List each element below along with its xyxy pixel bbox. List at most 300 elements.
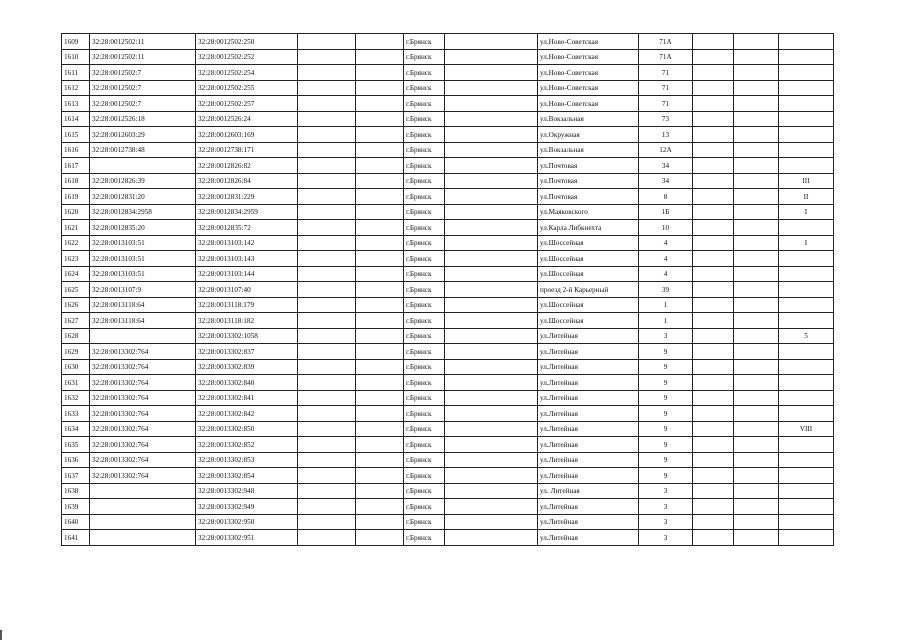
cell-house-number: 3	[639, 499, 693, 515]
cell-street: ул.Ново-Советская	[538, 96, 639, 112]
cell-empty	[693, 328, 734, 344]
cell-city: г.Брянск	[404, 96, 445, 112]
cell-empty	[445, 499, 538, 515]
cell-empty	[356, 514, 404, 530]
cell-empty	[693, 437, 734, 453]
cell-empty	[356, 80, 404, 96]
cell-city: г.Брянск	[404, 421, 445, 437]
cell-building-cadastral-number: 32:28:0012502:250	[196, 34, 298, 50]
cell-street: ул.Окружная	[538, 127, 639, 143]
cell-house-number: 9	[639, 344, 693, 360]
registry-table	[61, 33, 834, 546]
cell-house-number: 71	[639, 65, 693, 81]
cell-parcel-cadastral-number: 32:28:0012826:39	[90, 173, 196, 189]
cell-record-number: 1631	[62, 375, 90, 391]
cell-empty	[445, 468, 538, 484]
cell-empty	[445, 111, 538, 127]
cell-building-cadastral-number: 32:28:0012502:254	[196, 65, 298, 81]
cell-empty	[445, 220, 538, 236]
cell-city: г.Брянск	[404, 142, 445, 158]
cell-parcel-cadastral-number: 32:28:0012502:11	[90, 34, 196, 50]
cell-empty	[356, 158, 404, 174]
cell-unit-number	[779, 80, 834, 96]
cell-building-cadastral-number: 32:28:0012502:252	[196, 49, 298, 65]
cell-unit-number: VIII	[779, 421, 834, 437]
cell-house-number: 34	[639, 158, 693, 174]
cell-street: ул.Ново-Советская	[538, 65, 639, 81]
cell-empty	[356, 173, 404, 189]
cell-empty	[356, 282, 404, 298]
cell-street: ул.Ново-Советская	[538, 49, 639, 65]
cell-unit-number	[779, 483, 834, 499]
cell-empty	[356, 437, 404, 453]
cell-empty	[693, 111, 734, 127]
cell-city: г.Брянск	[404, 204, 445, 220]
cell-record-number: 1616	[62, 142, 90, 158]
cell-parcel-cadastral-number: 32:28:0013302:764	[90, 375, 196, 391]
table-row	[62, 499, 834, 515]
cell-city: г.Брянск	[404, 158, 445, 174]
cell-empty	[298, 111, 356, 127]
cell-empty	[445, 282, 538, 298]
cell-empty	[693, 313, 734, 329]
cell-parcel-cadastral-number: 32:28:0012834:2958	[90, 204, 196, 220]
cell-record-number: 1612	[62, 80, 90, 96]
cell-empty	[445, 452, 538, 468]
cell-parcel-cadastral-number: 32:28:0012603:29	[90, 127, 196, 143]
cell-empty	[445, 344, 538, 360]
cell-unit-number	[779, 34, 834, 50]
cell-city: г.Брянск	[404, 266, 445, 282]
cell-record-number: 1621	[62, 220, 90, 236]
cell-record-number: 1639	[62, 499, 90, 515]
cell-building-cadastral-number: 32:28:0012738:171	[196, 142, 298, 158]
cell-street: ул. Литейная	[538, 483, 639, 499]
cell-empty	[693, 359, 734, 375]
cell-parcel-cadastral-number: 32:28:0012502:7	[90, 96, 196, 112]
cell-empty	[445, 313, 538, 329]
cell-empty	[734, 499, 779, 515]
cell-building-cadastral-number: 32:28:0013302:854	[196, 468, 298, 484]
cell-empty	[734, 344, 779, 360]
cell-street: ул.Литейная	[538, 530, 639, 546]
cell-unit-number	[779, 468, 834, 484]
cell-street: ул.Литейная	[538, 406, 639, 422]
cell-building-cadastral-number: 32:28:0013302:840	[196, 375, 298, 391]
cell-record-number: 1620	[62, 204, 90, 220]
cell-empty	[298, 204, 356, 220]
cell-city: г.Брянск	[404, 49, 445, 65]
cell-house-number: 9	[639, 375, 693, 391]
cell-house-number: 8	[639, 189, 693, 205]
cell-empty	[298, 390, 356, 406]
cell-unit-number	[779, 390, 834, 406]
cell-record-number: 1611	[62, 65, 90, 81]
cell-empty	[356, 235, 404, 251]
cell-unit-number: II	[779, 189, 834, 205]
cell-house-number: 13	[639, 127, 693, 143]
cell-empty	[298, 142, 356, 158]
cell-building-cadastral-number: 32:28:0013302:1058	[196, 328, 298, 344]
table-row	[62, 390, 834, 406]
cell-building-cadastral-number: 32:28:0012502:257	[196, 96, 298, 112]
table-row	[62, 406, 834, 422]
cell-empty	[356, 96, 404, 112]
cell-city: г.Брянск	[404, 406, 445, 422]
cell-empty	[734, 421, 779, 437]
cell-building-cadastral-number: 32:28:0012502:255	[196, 80, 298, 96]
cell-city: г.Брянск	[404, 111, 445, 127]
cell-street: ул.Шоссейная	[538, 235, 639, 251]
cell-record-number: 1624	[62, 266, 90, 282]
cell-house-number: 9	[639, 390, 693, 406]
cell-house-number: 71	[639, 80, 693, 96]
cell-street: ул.Карла Либкнехта	[538, 220, 639, 236]
cell-street: ул.Ново-Советская	[538, 34, 639, 50]
cell-unit-number: 5	[779, 328, 834, 344]
cell-city: г.Брянск	[404, 483, 445, 499]
cell-parcel-cadastral-number: 32:28:0013107:9	[90, 282, 196, 298]
cell-empty	[445, 514, 538, 530]
cell-house-number: 9	[639, 468, 693, 484]
cell-house-number: 10	[639, 220, 693, 236]
cell-unit-number	[779, 96, 834, 112]
cell-unit-number	[779, 158, 834, 174]
cell-record-number: 1637	[62, 468, 90, 484]
cell-record-number: 1614	[62, 111, 90, 127]
cell-house-number: 9	[639, 359, 693, 375]
cell-empty	[356, 390, 404, 406]
cell-house-number: 39	[639, 282, 693, 298]
cell-building-cadastral-number: 32:28:0012826:84	[196, 173, 298, 189]
cell-empty	[445, 266, 538, 282]
cell-record-number: 1633	[62, 406, 90, 422]
cell-empty	[298, 452, 356, 468]
cell-empty	[298, 483, 356, 499]
cell-empty	[734, 313, 779, 329]
cell-empty	[693, 34, 734, 50]
cell-empty	[734, 359, 779, 375]
cell-empty	[693, 514, 734, 530]
cell-empty	[298, 65, 356, 81]
cell-city: г.Брянск	[404, 359, 445, 375]
cell-empty	[734, 468, 779, 484]
table-row	[62, 235, 834, 251]
cell-empty	[693, 483, 734, 499]
cell-empty	[734, 34, 779, 50]
cell-empty	[356, 111, 404, 127]
cell-record-number: 1622	[62, 235, 90, 251]
cell-empty	[693, 142, 734, 158]
cell-unit-number	[779, 282, 834, 298]
table-row	[62, 111, 834, 127]
cell-record-number: 1610	[62, 49, 90, 65]
cell-street: проезд 2-й Карьерный	[538, 282, 639, 298]
cell-empty	[356, 344, 404, 360]
cell-parcel-cadastral-number: 32:28:0013302:764	[90, 468, 196, 484]
cell-parcel-cadastral-number: 32:28:0013118:64	[90, 313, 196, 329]
cell-empty	[298, 406, 356, 422]
cell-empty	[356, 406, 404, 422]
cell-empty	[693, 468, 734, 484]
cell-building-cadastral-number: 32:28:0013302:949	[196, 499, 298, 515]
cell-unit-number	[779, 251, 834, 267]
table-row	[62, 266, 834, 282]
cell-empty	[356, 251, 404, 267]
cell-empty	[734, 406, 779, 422]
table-row	[62, 530, 834, 546]
cell-record-number: 1615	[62, 127, 90, 143]
table-row	[62, 65, 834, 81]
cell-city: г.Брянск	[404, 173, 445, 189]
cell-parcel-cadastral-number	[90, 483, 196, 499]
cell-building-cadastral-number: 32:28:0012826:82	[196, 158, 298, 174]
cell-parcel-cadastral-number: 32:28:0013103:51	[90, 235, 196, 251]
table-row	[62, 204, 834, 220]
cell-empty	[734, 111, 779, 127]
cell-building-cadastral-number: 32:28:0013118:182	[196, 313, 298, 329]
cell-empty	[693, 406, 734, 422]
cell-house-number: 34	[639, 173, 693, 189]
cell-empty	[693, 173, 734, 189]
cell-city: г.Брянск	[404, 328, 445, 344]
cell-empty	[298, 375, 356, 391]
cell-record-number: 1618	[62, 173, 90, 189]
cell-house-number: 71А	[639, 49, 693, 65]
cell-building-cadastral-number: 32:28:0013302:852	[196, 437, 298, 453]
cell-empty	[445, 251, 538, 267]
cell-house-number: 1	[639, 297, 693, 313]
cell-empty	[356, 499, 404, 515]
cell-empty	[445, 437, 538, 453]
cell-empty	[356, 530, 404, 546]
cell-empty	[356, 328, 404, 344]
table-row	[62, 468, 834, 484]
cell-parcel-cadastral-number: 32:28:0013302:764	[90, 390, 196, 406]
cell-record-number: 1627	[62, 313, 90, 329]
cell-street: ул.Литейная	[538, 390, 639, 406]
cell-empty	[445, 127, 538, 143]
cell-empty	[356, 266, 404, 282]
cell-empty	[734, 127, 779, 143]
cell-empty	[693, 297, 734, 313]
cell-empty	[734, 158, 779, 174]
cell-parcel-cadastral-number	[90, 328, 196, 344]
cell-empty	[734, 266, 779, 282]
cell-street: ул.Литейная	[538, 421, 639, 437]
table-row	[62, 483, 834, 499]
cell-empty	[734, 235, 779, 251]
cell-parcel-cadastral-number: 32:28:0013302:764	[90, 421, 196, 437]
cell-city: г.Брянск	[404, 80, 445, 96]
cell-empty	[693, 49, 734, 65]
cell-unit-number	[779, 406, 834, 422]
cell-record-number: 1625	[62, 282, 90, 298]
table-row	[62, 452, 834, 468]
cell-empty	[298, 359, 356, 375]
cell-street: ул.Ново-Советская	[538, 80, 639, 96]
cell-empty	[356, 468, 404, 484]
cell-building-cadastral-number: 32:28:0013302:842	[196, 406, 298, 422]
cell-empty	[298, 266, 356, 282]
cell-unit-number	[779, 111, 834, 127]
table-row	[62, 34, 834, 50]
cell-empty	[298, 34, 356, 50]
cell-empty	[693, 127, 734, 143]
cell-empty	[356, 220, 404, 236]
scan-edge-mark	[0, 630, 2, 640]
cell-empty	[734, 437, 779, 453]
cell-record-number: 1613	[62, 96, 90, 112]
cell-street: ул.Почтовая	[538, 189, 639, 205]
cell-empty	[693, 235, 734, 251]
cell-building-cadastral-number: 32:28:0012835:72	[196, 220, 298, 236]
cell-building-cadastral-number: 32:28:0013118:179	[196, 297, 298, 313]
cell-parcel-cadastral-number: 32:28:0012835:20	[90, 220, 196, 236]
cell-empty	[445, 375, 538, 391]
cell-city: г.Брянск	[404, 375, 445, 391]
cell-building-cadastral-number: 32:28:0013302:951	[196, 530, 298, 546]
cell-house-number: 3	[639, 530, 693, 546]
cell-empty	[693, 189, 734, 205]
cell-parcel-cadastral-number: 32:28:0013302:764	[90, 437, 196, 453]
cell-empty	[693, 344, 734, 360]
cell-unit-number	[779, 437, 834, 453]
cell-empty	[298, 468, 356, 484]
cell-empty	[445, 421, 538, 437]
cell-empty	[356, 452, 404, 468]
table-row	[62, 514, 834, 530]
cell-empty	[734, 282, 779, 298]
table-row	[62, 282, 834, 298]
cell-unit-number	[779, 514, 834, 530]
cell-parcel-cadastral-number: 32:28:0013302:764	[90, 406, 196, 422]
cell-house-number: 1	[639, 313, 693, 329]
cell-record-number: 1630	[62, 359, 90, 375]
cell-building-cadastral-number: 32:28:0013302:948	[196, 483, 298, 499]
cell-empty	[298, 251, 356, 267]
table-row	[62, 313, 834, 329]
cell-house-number: 71А	[639, 34, 693, 50]
cell-street: ул.Литейная	[538, 344, 639, 360]
cell-city: г.Брянск	[404, 127, 445, 143]
cell-empty	[693, 158, 734, 174]
cell-unit-number	[779, 344, 834, 360]
cell-street: ул.Литейная	[538, 468, 639, 484]
cell-empty	[356, 49, 404, 65]
cell-empty	[445, 189, 538, 205]
cell-record-number: 1636	[62, 452, 90, 468]
cell-empty	[356, 421, 404, 437]
cell-empty	[445, 49, 538, 65]
table-row	[62, 251, 834, 267]
cell-unit-number: I	[779, 235, 834, 251]
cell-parcel-cadastral-number: 32:28:0013103:51	[90, 266, 196, 282]
cell-empty	[298, 499, 356, 515]
cell-house-number: 73	[639, 111, 693, 127]
cell-unit-number	[779, 499, 834, 515]
cell-record-number: 1641	[62, 530, 90, 546]
cell-empty	[356, 483, 404, 499]
cell-unit-number: I	[779, 204, 834, 220]
cell-parcel-cadastral-number	[90, 514, 196, 530]
cell-empty	[734, 251, 779, 267]
cell-empty	[298, 421, 356, 437]
cell-house-number: 4	[639, 235, 693, 251]
cell-empty	[298, 344, 356, 360]
cell-empty	[298, 313, 356, 329]
cell-building-cadastral-number: 32:28:0013302:853	[196, 452, 298, 468]
cell-house-number: 9	[639, 421, 693, 437]
cell-street: ул.Шоссейная	[538, 251, 639, 267]
cell-parcel-cadastral-number	[90, 499, 196, 515]
cell-city: г.Брянск	[404, 313, 445, 329]
cell-empty	[693, 421, 734, 437]
cell-empty	[298, 297, 356, 313]
cell-empty	[356, 127, 404, 143]
table-row	[62, 297, 834, 313]
cell-building-cadastral-number: 32:28:0013302:839	[196, 359, 298, 375]
cell-unit-number: III	[779, 173, 834, 189]
cell-empty	[693, 65, 734, 81]
table-row	[62, 142, 834, 158]
cell-empty	[298, 158, 356, 174]
cell-record-number: 1638	[62, 483, 90, 499]
cell-city: г.Брянск	[404, 468, 445, 484]
cell-record-number: 1609	[62, 34, 90, 50]
cell-house-number: 12А	[639, 142, 693, 158]
cell-empty	[693, 452, 734, 468]
cell-parcel-cadastral-number: 32:28:0013302:764	[90, 344, 196, 360]
cell-street: ул.Литейная	[538, 499, 639, 515]
table-row	[62, 173, 834, 189]
cell-empty	[445, 328, 538, 344]
cell-street: ул.Литейная	[538, 514, 639, 530]
cell-record-number: 1632	[62, 390, 90, 406]
cell-unit-number	[779, 313, 834, 329]
cell-house-number: 9	[639, 437, 693, 453]
cell-empty	[734, 328, 779, 344]
cell-building-cadastral-number: 32:28:0013103:143	[196, 251, 298, 267]
cell-empty	[298, 127, 356, 143]
cell-parcel-cadastral-number: 32:28:0012831:20	[90, 189, 196, 205]
cell-house-number: 71	[639, 96, 693, 112]
cell-building-cadastral-number: 32:28:0012526:24	[196, 111, 298, 127]
cell-empty	[356, 65, 404, 81]
table-row	[62, 127, 834, 143]
cell-street: ул.Шоссейная	[538, 266, 639, 282]
cell-parcel-cadastral-number: 32:28:0012502:7	[90, 80, 196, 96]
cell-empty	[356, 313, 404, 329]
cell-street: ул.Литейная	[538, 328, 639, 344]
table-row	[62, 421, 834, 437]
cell-parcel-cadastral-number: 32:28:0012738:48	[90, 142, 196, 158]
cell-building-cadastral-number: 32:28:0012834:2959	[196, 204, 298, 220]
cell-unit-number	[779, 452, 834, 468]
cell-empty	[298, 235, 356, 251]
table-body	[62, 34, 834, 546]
cell-street: ул.Литейная	[538, 437, 639, 453]
cell-building-cadastral-number: 32:28:0013302:950	[196, 514, 298, 530]
cell-empty	[734, 189, 779, 205]
cell-house-number: 4	[639, 251, 693, 267]
cell-city: г.Брянск	[404, 251, 445, 267]
cell-empty	[298, 220, 356, 236]
cell-house-number: 4	[639, 266, 693, 282]
cell-empty	[445, 406, 538, 422]
cell-parcel-cadastral-number	[90, 530, 196, 546]
cell-empty	[445, 390, 538, 406]
